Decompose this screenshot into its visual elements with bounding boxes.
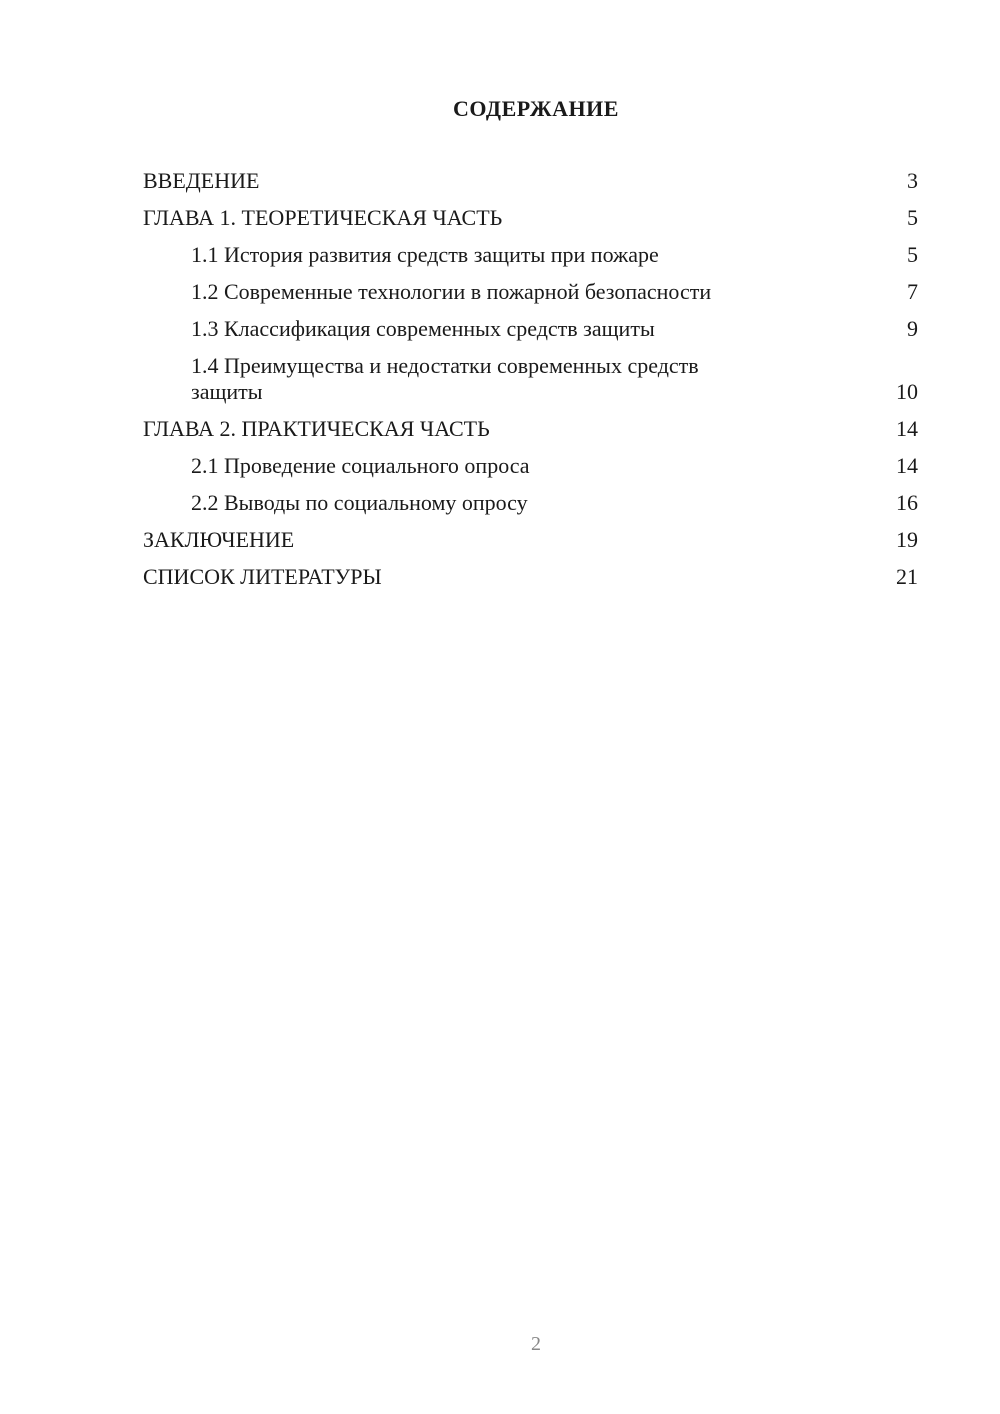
toc-entry[interactable] xyxy=(143,453,918,479)
toc-entry-label: СПИСОК ЛИТЕРАТУРЫ xyxy=(143,564,382,589)
toc-entry-page: 3 xyxy=(907,168,918,193)
toc-entry-page: 9 xyxy=(907,316,918,341)
table-of-contents xyxy=(143,168,918,601)
toc-entry-page: 16 xyxy=(896,490,918,515)
toc-entry-page: 19 xyxy=(896,527,918,552)
toc-entry[interactable] xyxy=(143,416,918,442)
toc-entry-page: 14 xyxy=(896,416,918,441)
toc-entry-label: ЗАКЛЮЧЕНИЕ xyxy=(143,527,295,552)
toc-entry-label: 1.1 История развития средств защиты при пожаре xyxy=(191,242,659,267)
toc-entry-label: 1.3 Классификация современных средств защиты xyxy=(191,316,655,341)
toc-entry-label: 2.1 Проведение социального опроса xyxy=(191,453,530,478)
toc-entry[interactable] xyxy=(143,564,918,590)
toc-entry[interactable] xyxy=(143,527,918,553)
toc-entry[interactable] xyxy=(143,316,918,342)
toc-entry[interactable] xyxy=(143,205,918,231)
toc-entry-label: 1.2 Современные технологии в пожарной безопасности xyxy=(191,279,712,304)
toc-entry-label: ВВЕДЕНИЕ xyxy=(143,168,260,193)
toc-entry[interactable] xyxy=(143,279,918,305)
toc-entry-label: ГЛАВА 2. ПРАКТИЧЕСКАЯ ЧАСТЬ xyxy=(143,416,490,441)
toc-entry-page: 10 xyxy=(896,379,918,404)
toc-entry-label: 1.4 Преимущества и недостатки современных средств защиты xyxy=(191,353,699,404)
toc-entry-label: ГЛАВА 1. ТЕОРЕТИЧЕСКАЯ ЧАСТЬ xyxy=(143,205,503,230)
toc-entry[interactable] xyxy=(143,490,918,516)
toc-entry-page: 5 xyxy=(907,205,918,230)
toc-entry-page: 7 xyxy=(907,279,918,304)
toc-entry[interactable] xyxy=(143,242,918,268)
toc-entry-page: 21 xyxy=(896,564,918,589)
toc-entry[interactable] xyxy=(143,168,918,194)
toc-entry-label: 2.2 Выводы по социальному опросу xyxy=(191,490,528,515)
page-number: 2 xyxy=(531,1333,541,1355)
toc-entry-page: 14 xyxy=(896,453,918,478)
page-title: СОДЕРЖАНИЕ xyxy=(453,96,619,121)
toc-entry[interactable] xyxy=(143,353,918,405)
toc-entry-page: 5 xyxy=(907,242,918,267)
